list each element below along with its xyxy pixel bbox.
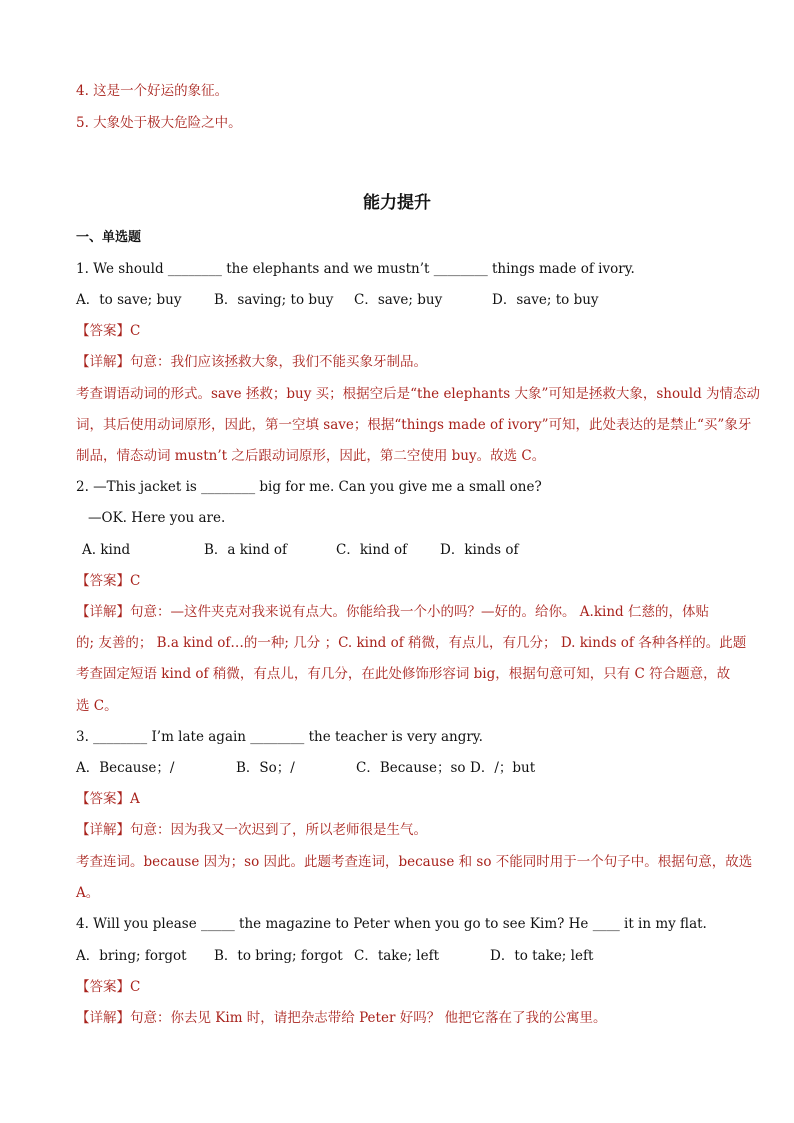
q1-answer: 【答案】C bbox=[76, 323, 141, 339]
q2-option-c: C．kind of bbox=[336, 542, 408, 558]
q2-option-d: D．kinds of bbox=[440, 542, 519, 558]
q4-detail-text: 句意：你去见 Kim 时，请把杂志带给 Peter 好吗？ 他把它落在了我的公寓里。 bbox=[130, 1010, 607, 1026]
q1-stem: 1. We should ________ the elephants and we mustn’t ________ things made of ivory. bbox=[76, 261, 635, 277]
q2-detail-text: 句意：—这件夹克对我来说有点大。你能给我一个小的吗？—好的。给你。 A.kind 仁慈的，体贴 bbox=[130, 604, 709, 620]
q3-option-b: B．So；/ bbox=[236, 760, 295, 776]
q3-option-a: A．Because；/ bbox=[76, 760, 175, 776]
q1-detail-2: 考查谓语动词的形式。save 拯救；buy 买；根据空后是“the elephants 大象”可知是拯救大象，should 为情态动 bbox=[76, 386, 761, 402]
q3-option-d: D．/；but bbox=[470, 760, 536, 776]
q3-answer: 【答案】A bbox=[76, 791, 140, 807]
q4-answer: 【答案】C bbox=[76, 979, 141, 995]
section-title: 能力提升 bbox=[363, 193, 431, 213]
q3-stem: 3. ________ I’m late again ________ the teacher is very angry. bbox=[76, 729, 483, 745]
q4-detail-1 bbox=[76, 1009, 607, 1027]
q3-detail-3: A。 bbox=[76, 885, 100, 901]
q1-detail-text: 句意：我们应该拯救大象，我们不能买象牙制品。 bbox=[130, 354, 427, 370]
q2-stem-2: —OK. Here you are. bbox=[88, 510, 226, 526]
q1-detail-1 bbox=[76, 353, 427, 371]
q2-detail-4: 选 C。 bbox=[76, 698, 118, 714]
q2-answer: 【答案】C bbox=[76, 573, 141, 589]
q2-option-b: B．a kind of bbox=[204, 542, 288, 558]
q4-option-b: B．to bring; forgot bbox=[214, 948, 343, 964]
q1-detail-3: 词，其后使用动词原形，因此，第一空填 save；根据“things made of ivory”可知，此处表达的是禁止“买”象牙 bbox=[76, 417, 752, 433]
q3-detail-text: 句意：因为我又一次迟到了，所以老师很是生气。 bbox=[130, 822, 427, 838]
top-item-5: 5. 大象处于极大危险之中。 bbox=[76, 115, 242, 131]
q1-detail-4: 制品，情态动词 mustn’t 之后跟动词原形，因此，第二空使用 buy。故选 C。 bbox=[76, 448, 546, 464]
q1-option-d: D．save; to buy bbox=[492, 292, 599, 308]
q4-stem: 4. Will you please _____ the magazine to Peter when you go to see Kim? He ____ it in my flat. bbox=[76, 916, 707, 932]
q3-detail-label: 【详解】 bbox=[76, 822, 130, 838]
q3-detail-2: 考查连词。because 因为；so 因此。此题考查连词，because 和 so 不能同时用于一个句子中。根据句意，故选 bbox=[76, 854, 753, 870]
q2-detail-3: 考查固定短语 kind of 稍微，有点儿，有几分，在此处修饰形容词 big，根据句意可知，只有 C 符合题意，故 bbox=[76, 666, 731, 682]
q1-option-b: B．saving; to buy bbox=[214, 292, 334, 308]
q1-detail-label: 【详解】 bbox=[76, 354, 130, 370]
q2-detail-label: 【详解】 bbox=[76, 604, 130, 620]
subsection-title: 一、单选题 bbox=[76, 230, 142, 245]
q4-detail-label: 【详解】 bbox=[76, 1010, 130, 1026]
q2-detail-1 bbox=[76, 603, 709, 621]
q2-detail-2: 的; 友善的； B.a kind of…的一种; 几分 ；C. kind of 稍微，有点儿，有几分； D. kinds of 各种各样的。此题 bbox=[76, 635, 747, 651]
q1-option-a: A．to save; buy bbox=[76, 292, 182, 308]
q3-detail-1 bbox=[76, 821, 427, 839]
q1-option-c: C．save; buy bbox=[354, 292, 443, 308]
q4-option-a: A．bring; forgot bbox=[76, 948, 187, 964]
top-item-4: 4. 这是一个好运的象征。 bbox=[76, 83, 229, 99]
q2-option-a: A. kind bbox=[82, 542, 131, 558]
q2-stem: 2. —This jacket is ________ big for me. Can you give me a small one? bbox=[76, 479, 542, 495]
q3-option-c: C．Because；so bbox=[356, 760, 466, 776]
q4-option-d: D．to take; left bbox=[490, 948, 594, 964]
q4-option-c: C．take; left bbox=[354, 948, 440, 964]
